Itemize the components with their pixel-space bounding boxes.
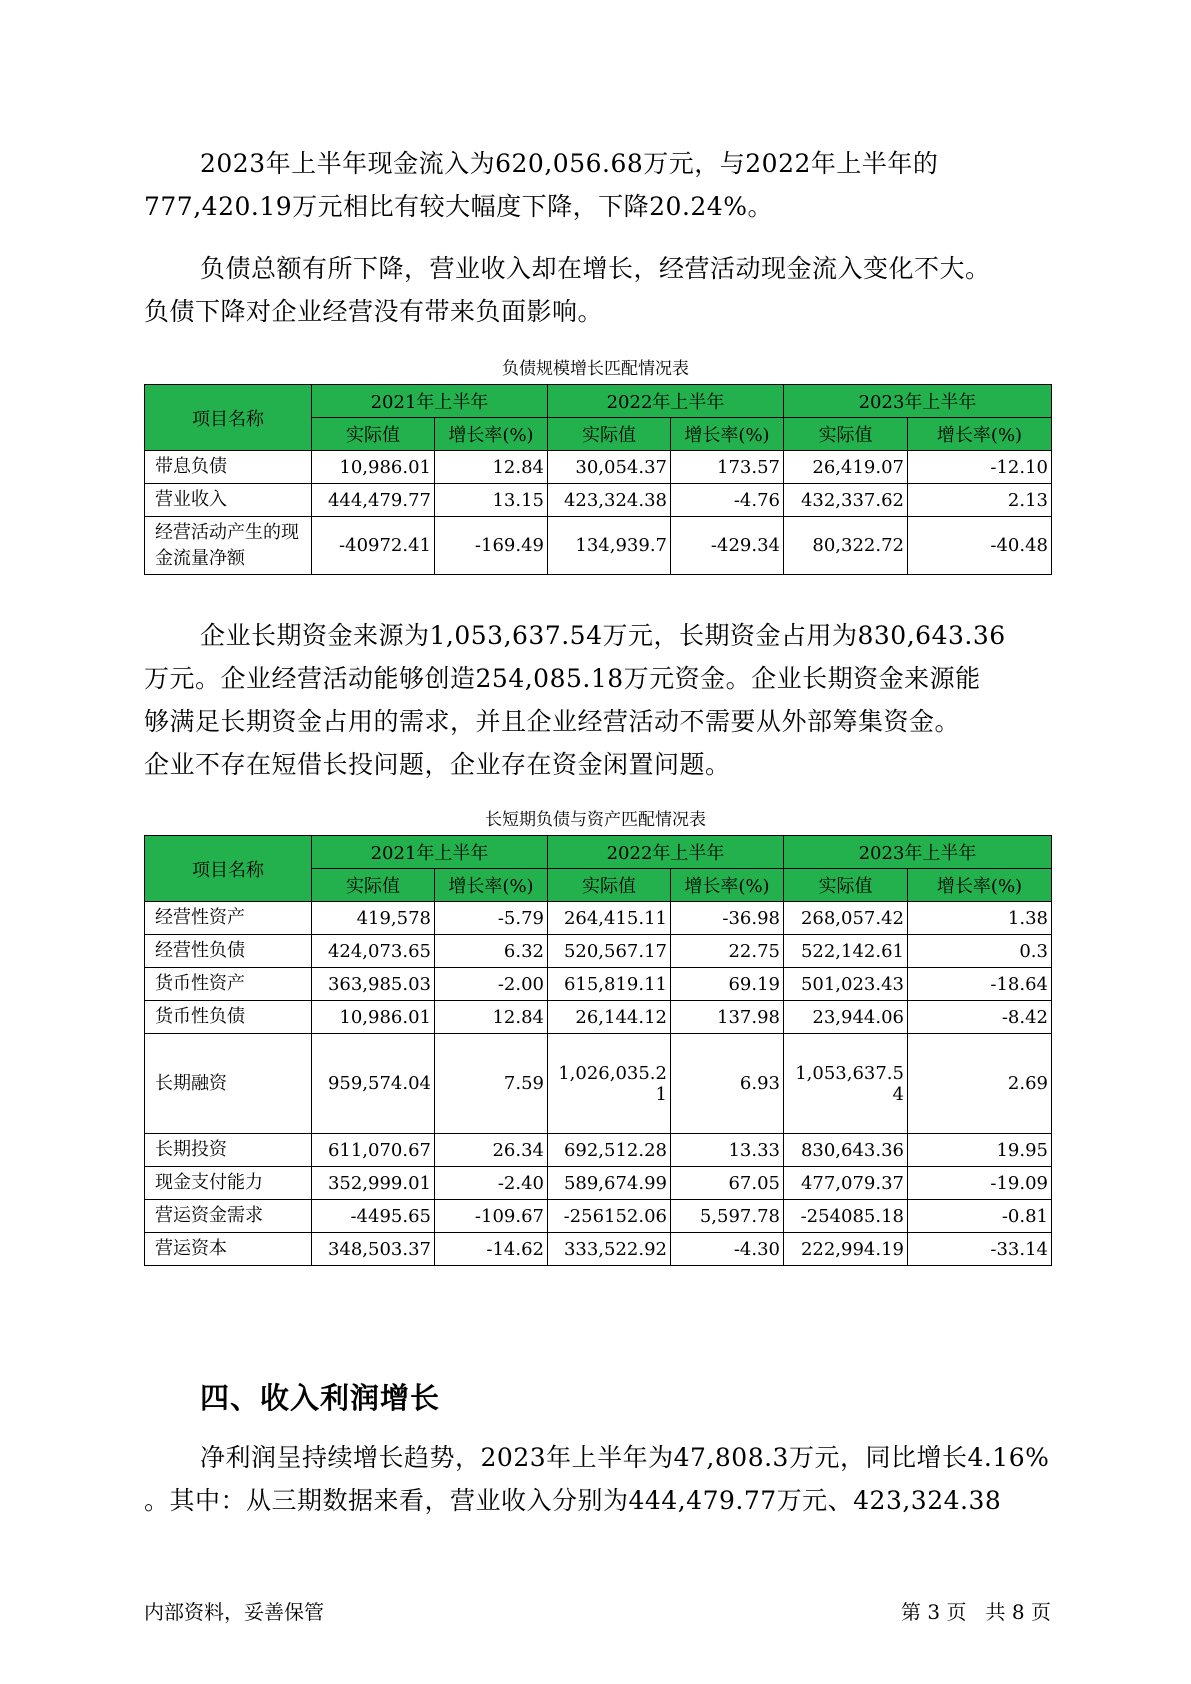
table1-caption: 负债规模增长匹配情况表 xyxy=(502,359,689,379)
cell: 501,023.43 xyxy=(784,968,908,1001)
cell: -14.62 xyxy=(435,1233,548,1266)
cell: 26,419.07 xyxy=(784,451,908,484)
cell: 6.32 xyxy=(435,935,548,968)
cell: -33.14 xyxy=(908,1233,1052,1266)
cell: 67.05 xyxy=(671,1167,784,1200)
col-header-period: 2021年上半年 xyxy=(312,385,548,418)
row-label: 经营性负债 xyxy=(145,935,312,968)
table-liability-growth xyxy=(144,384,1052,575)
table-row xyxy=(145,968,1052,1001)
col-header-actual: 实际值 xyxy=(312,418,435,451)
cell: 959,574.04 xyxy=(312,1034,435,1134)
table-row xyxy=(145,1233,1052,1266)
section-heading: 四、收入利润增长 xyxy=(200,1381,441,1415)
cell: 2.69 xyxy=(908,1034,1052,1134)
cell: -40.48 xyxy=(908,517,1052,575)
table-row xyxy=(145,1034,1052,1134)
cell: 477,079.37 xyxy=(784,1167,908,1200)
row-label: 现金支付能力 xyxy=(145,1167,312,1200)
cell: 1.38 xyxy=(908,902,1052,935)
text-line: 2023年上半年现金流入为620,056.68万元，与2022年上半年的 xyxy=(200,149,939,178)
cell: 13.15 xyxy=(435,484,548,517)
paragraph-long-term-funds xyxy=(144,614,1079,786)
cell: 520,567.17 xyxy=(548,935,671,968)
col-header-actual: 实际值 xyxy=(548,418,671,451)
cell: 22.75 xyxy=(671,935,784,968)
table-row xyxy=(145,1200,1052,1233)
cell: 432,337.62 xyxy=(784,484,908,517)
cell: 137.98 xyxy=(671,1001,784,1034)
col-header-growth: 增长率(%) xyxy=(908,418,1052,451)
row-label: 营运资本 xyxy=(145,1233,312,1266)
cell: -4495.65 xyxy=(312,1200,435,1233)
text-line: 负债总额有所下降，营业收入却在增长，经营活动现金流入变化不大。 xyxy=(200,254,991,283)
table-row xyxy=(145,935,1052,968)
cell: 419,578 xyxy=(312,902,435,935)
text-line: 企业长期资金来源为1,053,637.54万元，长期资金占用为830,643.36 xyxy=(200,621,1006,650)
cell: -2.00 xyxy=(435,968,548,1001)
text-line: 777,420.19万元相比有较大幅度下降，下降20.24%。 xyxy=(144,192,773,221)
col-header-growth: 增长率(%) xyxy=(435,869,548,902)
table-row xyxy=(145,451,1052,484)
cell: 134,939.7 xyxy=(548,517,671,575)
cell: -0.81 xyxy=(908,1200,1052,1233)
cell: 348,503.37 xyxy=(312,1233,435,1266)
cell: 615,819.11 xyxy=(548,968,671,1001)
col-header-period: 2021年上半年 xyxy=(312,836,548,869)
text-line: 净利润呈持续增长趋势，2023年上半年为47,808.3万元，同比增长4.16% xyxy=(200,1443,1050,1472)
col-header-period: 2023年上半年 xyxy=(784,836,1052,869)
col-header-item-name: 项目名称 xyxy=(145,836,312,902)
paragraph-liabilities xyxy=(144,247,1079,333)
text-line: 够满足长期资金占用的需求，并且企业经营活动不需要从外部筹集资金。 xyxy=(144,707,961,736)
cell: 26,144.12 xyxy=(548,1001,671,1034)
row-label: 货币性资产 xyxy=(145,968,312,1001)
cell: 2.13 xyxy=(908,484,1052,517)
cell: -12.10 xyxy=(908,451,1052,484)
row-label: 长期融资 xyxy=(145,1034,312,1134)
cell: 423,324.38 xyxy=(548,484,671,517)
row-label: 营业收入 xyxy=(145,484,312,517)
text-line: 企业不存在短借长投问题，企业存在资金闲置问题。 xyxy=(144,750,731,779)
cell: 7.59 xyxy=(435,1034,548,1134)
col-header-growth: 增长率(%) xyxy=(671,418,784,451)
cell: 830,643.36 xyxy=(784,1134,908,1167)
cell: -4.76 xyxy=(671,484,784,517)
cell: 264,415.11 xyxy=(548,902,671,935)
col-header-growth: 增长率(%) xyxy=(435,418,548,451)
cell: -429.34 xyxy=(671,517,784,575)
footer-confidential: 内部资料，妥善保管 xyxy=(144,1600,324,1624)
cell: 268,057.42 xyxy=(784,902,908,935)
cell: -36.98 xyxy=(671,902,784,935)
cell: 26.34 xyxy=(435,1134,548,1167)
row-label: 长期投资 xyxy=(145,1134,312,1167)
cell: -8.42 xyxy=(908,1001,1052,1034)
cell: -4.30 xyxy=(671,1233,784,1266)
col-header-actual: 实际值 xyxy=(784,418,908,451)
col-header-growth: 增长率(%) xyxy=(671,869,784,902)
cell: 12.84 xyxy=(435,1001,548,1034)
row-label: 经营性资产 xyxy=(145,902,312,935)
table2-caption: 长短期负债与资产匹配情况表 xyxy=(485,810,706,830)
cell: 363,985.03 xyxy=(312,968,435,1001)
col-header-actual: 实际值 xyxy=(548,869,671,902)
row-label: 货币性负债 xyxy=(145,1001,312,1034)
cell: 80,322.72 xyxy=(784,517,908,575)
col-header-period: 2022年上半年 xyxy=(548,836,784,869)
cell: 611,070.67 xyxy=(312,1134,435,1167)
cell: -19.09 xyxy=(908,1167,1052,1200)
footer-page-number: 第 3 页 共 8 页 xyxy=(901,1600,1051,1624)
text-line: 负债下降对企业经营没有带来负面影响。 xyxy=(144,297,604,326)
table-row xyxy=(145,484,1052,517)
cell: 352,999.01 xyxy=(312,1167,435,1200)
cell: 5,597.78 xyxy=(671,1200,784,1233)
cell: 23,944.06 xyxy=(784,1001,908,1034)
cell: 692,512.28 xyxy=(548,1134,671,1167)
cell: 0.3 xyxy=(908,935,1052,968)
cell: 333,522.92 xyxy=(548,1233,671,1266)
table-row xyxy=(145,902,1052,935)
table-row xyxy=(145,1167,1052,1200)
cell: -5.79 xyxy=(435,902,548,935)
cell: 12.84 xyxy=(435,451,548,484)
table-row xyxy=(145,1001,1052,1034)
col-header-growth: 增长率(%) xyxy=(908,869,1052,902)
paragraph-cash-inflow xyxy=(144,142,1079,228)
cell: -256152.06 xyxy=(548,1200,671,1233)
cell: -169.49 xyxy=(435,517,548,575)
cell: 444,479.77 xyxy=(312,484,435,517)
cell: 424,073.65 xyxy=(312,935,435,968)
text-line: 万元。企业经营活动能够创造254,085.18万元资金。企业长期资金来源能 xyxy=(144,664,981,693)
cell: -109.67 xyxy=(435,1200,548,1233)
cell: 10,986.01 xyxy=(312,1001,435,1034)
table-row xyxy=(145,517,1052,575)
row-label: 带息负债 xyxy=(145,451,312,484)
table-row xyxy=(145,1134,1052,1167)
col-header-item-name: 项目名称 xyxy=(145,385,312,451)
cell: 30,054.37 xyxy=(548,451,671,484)
row-label: 营运资金需求 xyxy=(145,1200,312,1233)
cell: 589,674.99 xyxy=(548,1167,671,1200)
cell: 13.33 xyxy=(671,1134,784,1167)
col-header-period: 2023年上半年 xyxy=(784,385,1052,418)
paragraph-net-profit xyxy=(144,1436,1079,1522)
cell: 19.95 xyxy=(908,1134,1052,1167)
cell: -40972.41 xyxy=(312,517,435,575)
col-header-actual: 实际值 xyxy=(312,869,435,902)
col-header-period: 2022年上半年 xyxy=(548,385,784,418)
cell: 222,994.19 xyxy=(784,1233,908,1266)
cell: 10,986.01 xyxy=(312,451,435,484)
cell: -18.64 xyxy=(908,968,1052,1001)
cell: 1,026,035.21 xyxy=(548,1034,671,1134)
cell: 69.19 xyxy=(671,968,784,1001)
row-label: 经营活动产生的现金流量净额 xyxy=(145,517,312,575)
cell: 522,142.61 xyxy=(784,935,908,968)
cell: 173.57 xyxy=(671,451,784,484)
cell: -254085.18 xyxy=(784,1200,908,1233)
text-line: 。其中：从三期数据来看，营业收入分别为444,479.77万元、423,324.38 xyxy=(144,1486,1002,1515)
cell: -2.40 xyxy=(435,1167,548,1200)
col-header-actual: 实际值 xyxy=(784,869,908,902)
cell: 1,053,637.54 xyxy=(784,1034,908,1134)
cell: 6.93 xyxy=(671,1034,784,1134)
table-liability-asset-match xyxy=(144,835,1052,1266)
